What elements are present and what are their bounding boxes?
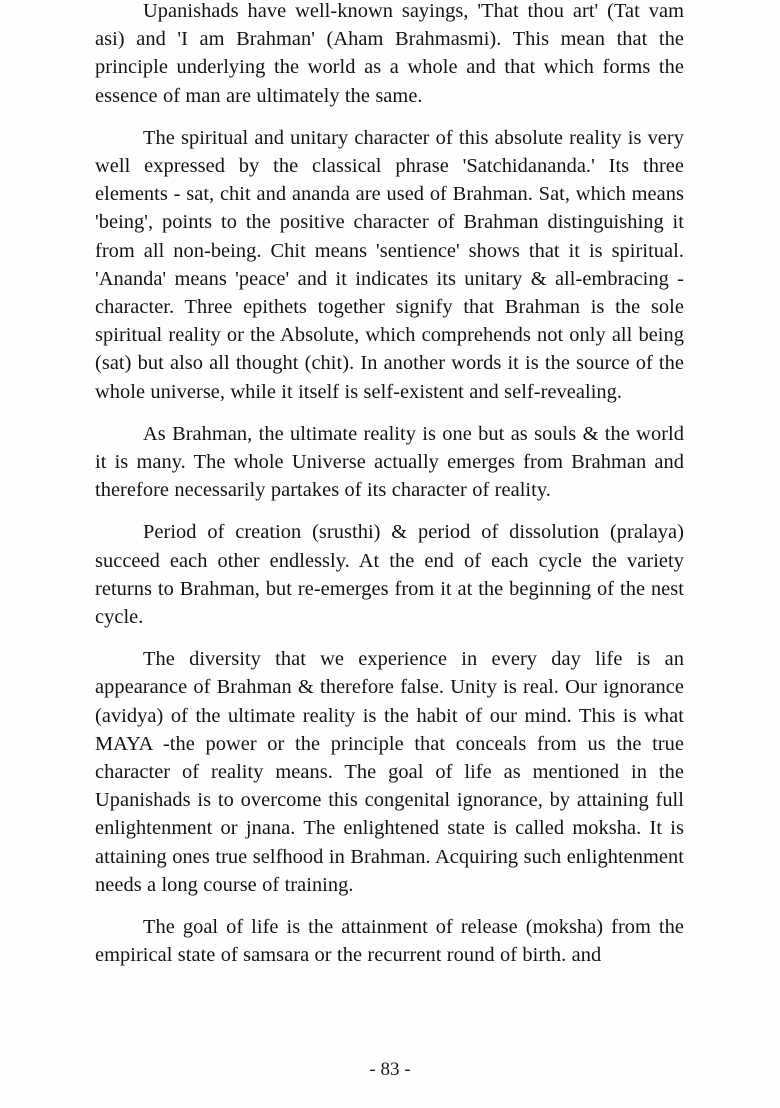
paragraph-4: Period of creation (srusthi) & period of dissolution (pralaya) succeed each other endlessly. At the end of each cycle the variety returns to Brahman, but re-emerges from it at the beginning of the nest cycle. [95, 521, 684, 629]
page-number: - 83 - [369, 1059, 411, 1080]
paragraph-6: The goal of life is the attainment of release (moksha) from the empirical state of samsara or the recurrent round of birth. and [95, 916, 684, 967]
paragraph-5: The diversity that we experience in every day life is an appearance of Brahman & therefore false. Unity is real. Our ignorance (avidya) of the ultimate reality is the habit of our mind. This is what MAYA -the power or the principle that conceals from us the true character of reality means. The goal of life as mentioned in the Upanishads is to overcome this congenital ignorance, by attaining full enlightenment or jnana. The enlightened state is called moksha. It is attaining ones true selfhood in Brahman. Acquiring such enlightenment needs a long course of training. [95, 648, 684, 896]
body-text-column [95, 0, 684, 970]
paragraph-3: As Brahman, the ultimate reality is one but as souls & the world it is many. The whole Universe actually emerges from Brahman and therefore necessarily partakes of its character of reality. [95, 422, 684, 502]
paragraph-2: The spiritual and unitary character of this absolute reality is very well expressed by the classical phrase 'Satchidananda.' Its three elements - sat, chit and ananda are used of Brahman. Sat, which means 'being', points to the positive character of Brahman distinguishing it from all non-being. Chit means 'sentience' shows that it is spiritual. 'Ananda' means 'peace' and it indicates its unitary & all-embracing -character. Three epithets together signify that Brahman is the sole spiritual reality or the Absolute, which comprehends not only all being (sat) but also all thought (chit). In another words it is the source of the whole universe, while it itself is self-existent and self-revealing. [95, 126, 684, 403]
paragraph-1: Upanishads have well-known sayings, 'That thou art' (Tat vam asi) and 'I am Brahman' (Aham Brahmasmi). This mean that the principle underlying the world as a whole and that which forms the essence of man are ultimately the same. [95, 0, 684, 107]
